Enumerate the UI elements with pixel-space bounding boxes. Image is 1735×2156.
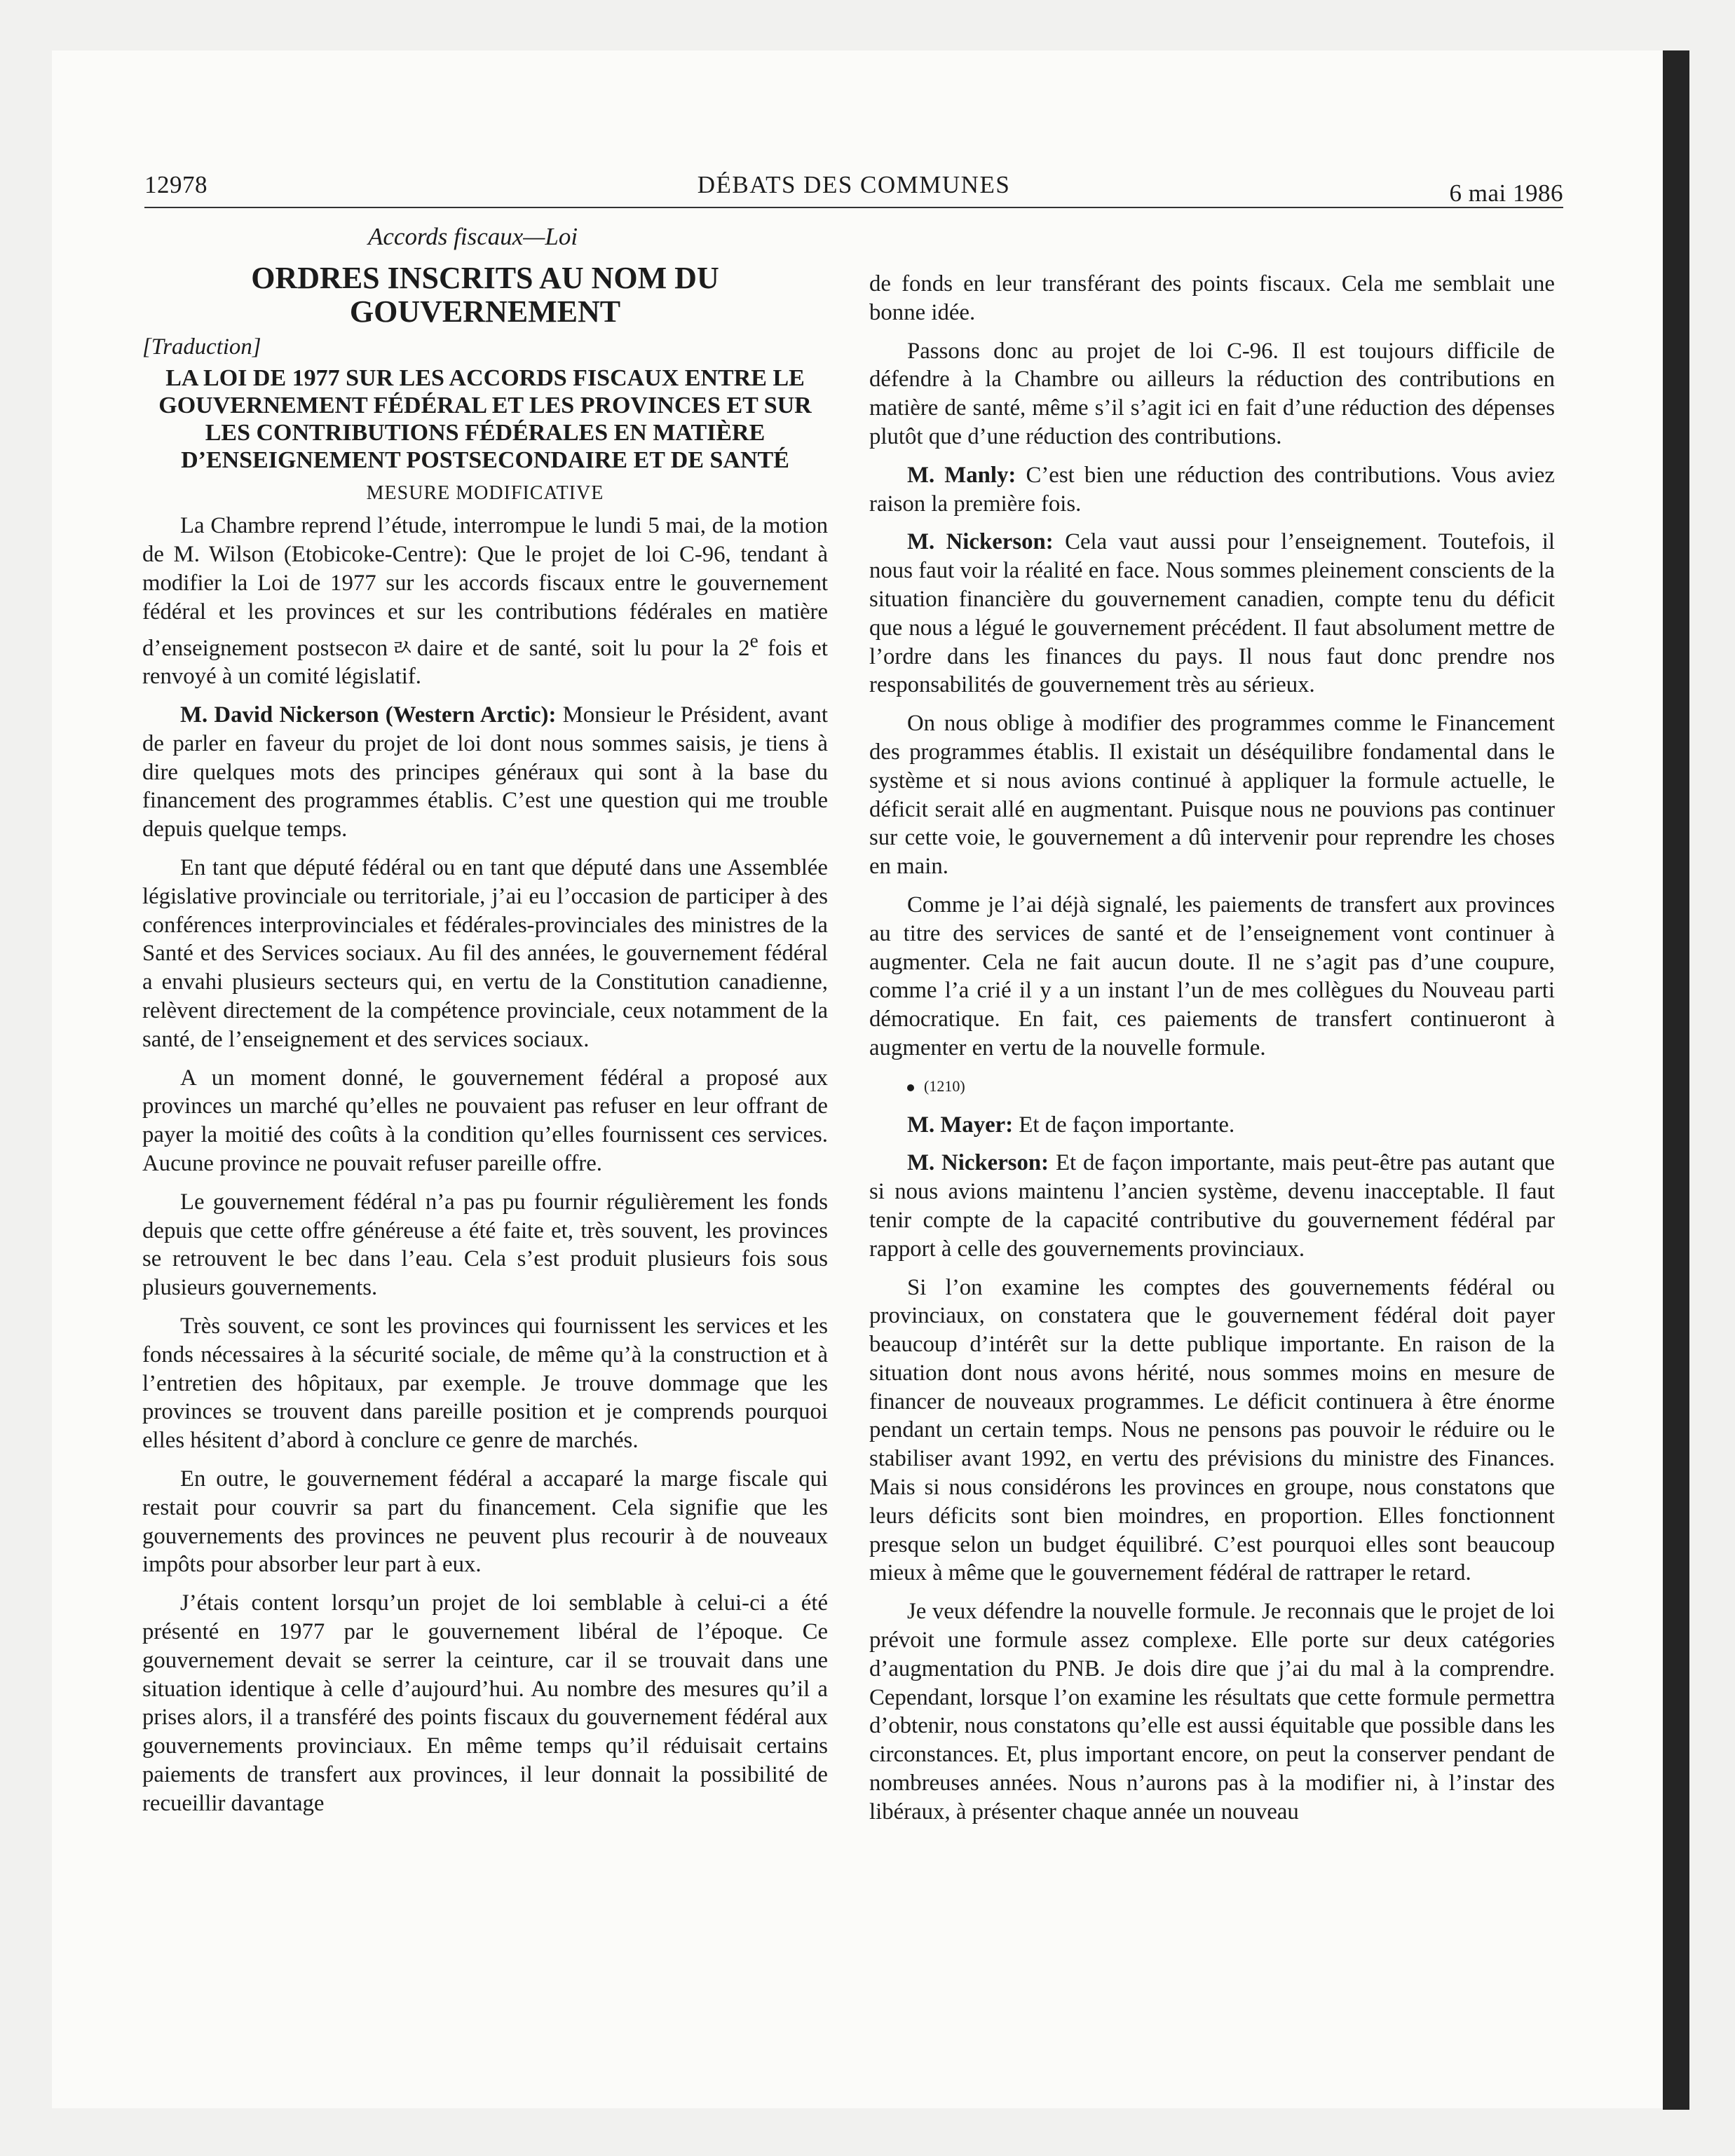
header-rule <box>144 207 1563 208</box>
timestamp: (1210) <box>869 1072 1555 1101</box>
page-number: 12978 <box>144 171 207 198</box>
body-paragraph: Le gouvernement fédéral n’a pas pu fournir régulièrement les fonds depuis que cette offre généreuse a été faite et, très souvent, les provinces se retrouvent le bec dans l’eau. Cela s’est produit plusieurs fois sous plusieurs gouvernements. <box>142 1189 828 1301</box>
body-paragraph: A un moment donné, le gouvernement fédéral a proposé aux provinces un marché qu’elles ne pouvaient pas refuser en leur offrant de payer la moitié des coûts à la condition qu’elles fournissent ces services. Aucune province ne pouvait refuser pareille offre. <box>142 1065 828 1177</box>
speech-paragraph: M. Nickerson: Cela vaut aussi pour l’enseignement. Toutefois, il nous faut voir la réalité en face. Nous sommes pleinement conscients de la situation financière du gouvernement canadien, compte tenu du déficit que nous a légué le gouvernement précédent. Il faut absolument mettre de l’ordre dans les finances du pays. Il nous faut donc prendre nos responsabilités de gouvernement très au sérieux. <box>869 529 1555 698</box>
translation-note: [Traduction] <box>142 334 261 360</box>
body-paragraph: On nous oblige à modifier des programmes comme le Financement des programmes établis. Il existait un déséquilibre fondamental dans le système et si nous avions continué à appliquer la formule actuelle, le déficit serait allé en augmentant. Puisque nous ne pouvions pas continuer sur cette voie, le gouvernement a dû intervenir pour reprendre les choses en main. <box>869 711 1555 880</box>
running-header <box>144 168 1563 210</box>
speech-paragraph: M. Nickerson: Et de façon importante, mais peut-être pas autant que si nous avions maintenu l’ancien système, devenu inacceptable. Il faut tenir compte de la capacité contributive du gouvernement fédéral par rapport à celle des gouvernements provinciaux. <box>869 1150 1555 1262</box>
body-paragraph: Très souvent, ce sont les provinces qui fournissent les services et les fonds nécessaires à la sécurité sociale, de même qu’à la construction et à l’entretien des hôpitaux, par exemple. Je trouve dommage que les provinces se trouvent dans pareille position et je comprends pourquoi elles hésitent d’abord à conclure ce genre de marchés. <box>142 1314 828 1454</box>
bill-title: LA LOI DE 1977 SUR LES ACCORDS FISCAUX ENTRE LE GOUVERNEMENT FÉDÉRAL ET LES PROVINCES ET SUR LES CONTRIBUTIONS FÉDÉRALES EN MATIÈRE D’ENSEIGNEMENT POSTSECONDAIRE ET DE SANTÉ <box>158 364 812 473</box>
body-paragraph: Passons donc au projet de loi C-96. Il est toujours difficile de défendre à la Chambre ou ailleurs la réduction des contributions en matière de santé, même s’il s’agit ici en fait d’une réduction des dépenses plutôt que d’une réduction des contributions. <box>869 338 1555 449</box>
bullet-icon <box>907 1084 914 1091</box>
speaker-name: M. Nickerson: <box>907 1150 1049 1176</box>
motion-paragraph: La Chambre reprend l’étude, interrompue le lundi 5 mai, de la motion de M. Wilson (Etobicoke-Centre): Que le projet de loi C-96, tendant à modifier la Loi de 1977 sur les accords fiscaux entre le gouvernement fédéral et les provinces et sur les contributions fédérales en matière d’enseignement postseconﾭdaire et de santé, soit lu pour la 2e fois et renvoyé à un comité législatif. <box>142 513 829 690</box>
journal-title: DÉBATS DES COMMUNES <box>697 171 1011 198</box>
speech-paragraph: M. Mayer: Et de façon importante. <box>907 1112 1235 1138</box>
subheading: MESURE MODIFICATIVE <box>366 482 604 504</box>
speaker-name: M. Nickerson: <box>907 529 1054 555</box>
body-paragraph: de fonds en leur transférant des points fiscaux. Cela me semblait une bonne idée. <box>869 271 1555 325</box>
speech-paragraph: M. David Nickerson (Western Arctic): Monsieur le Président, avant de parler en faveur du projet de loi dont nous sommes saisis, je tiens à dire quelques mots des principes généraux qui sont à la base du financement des programmes établis. C’est une question qui me trouble depuis quelque temps. <box>142 702 828 842</box>
speaker-name: M. Manly: <box>907 462 1016 488</box>
body-paragraph: J’étais content lorsqu’un projet de loi semblable à celui-ci a été présenté en 1977 par le gouvernement libéral de l’époque. Ce gouvernement devait se serrer la ceinture, car il se trouvait dans une situation identique à celle d’aujourd’hui. Au nombre des mesures qu’il a prises alors, il a transféré des points fiscaux du gouvernement fédéral aux gouvernements provinciaux. En même temps qu’il réduisait certains paiements de transfert aux provinces, il leur donnait la possibilité de recueillir davantage <box>142 1590 828 1816</box>
section-runner: Accords fiscaux—Loi <box>368 223 578 250</box>
body-paragraph: Si l’on examine les comptes des gouvernements fédéral ou provinciaux, on constatera que le gouvernement fédéral doit payer beaucoup d’intérêt sur la dette publique importante. En raison de la situation dont nous avons hérité, nous sommes moins en mesure de financer de nouveaux programmes. Le déficit continuera à être énorme pendant un certain temps. Nous ne pensons pas pouvoir le réduire ou le stabiliser avant 1992, en vertu des prévisions du ministre des Finances. Mais si nous considérons les provinces en groupe, nous constatons que leurs déficits sont bien moindres, en proportion. Elles fonctionnent presque selon un budget équilibré. C’est pourquoi elles sont beaucoup mieux à même que le gouvernement fédéral de rattraper le retard. <box>869 1274 1555 1586</box>
speech-paragraph: M. Manly: C’est bien une réduction des contributions. Vous aviez raison la première fois. <box>869 462 1555 517</box>
right-column <box>869 270 1555 1836</box>
scan-edge <box>1663 50 1689 2110</box>
speaker-name: M. Mayer: <box>907 1112 1014 1138</box>
body-paragraph: En outre, le gouvernement fédéral a accaparé la marge fiscale qui restait pour couvrir sa part du financement. Cela signifie que les gouvernements des provinces ne peuvent plus recourir à de nouveaux impôts pour absorber leur part à eux. <box>142 1466 828 1578</box>
left-column <box>142 223 828 1828</box>
body-paragraph: Je veux défendre la nouvelle formule. Je reconnais que le projet de loi prévoit une formule assez complexe. Elle porte sur deux catégories d’augmentation du PNB. Je dois dire que j’ai du mal à la comprendre. Cependant, lorsque l’on examine les résultats que cette formule permettra d’obtenir, nous constatons qu’elle est aussi équitable que possible dans les circonstances. Et, plus important encore, on peut la conserver pendant de nombreuses années. Nous n’aurons pas à la modifier ni, à l’instar des libéraux, à présenter chaque année un nouveau <box>869 1599 1555 1824</box>
body-paragraph: Comme je l’ai déjà signalé, les paiements de transfert aux provinces au titre des services de santé et de l’enseignement vont continuer à augmenter. Cela ne fait aucun doute. Il ne s’agit pas d’une coupure, comme l’a crié il y a un instant l’un de mes collègues du Nouveau parti démocratique. En fait, ces paiements de transfert continueront à augmenter en vertu de la nouvelle formule. <box>869 892 1555 1060</box>
body-paragraph: En tant que député fédéral ou en tant que député dans une Assemblée législative provinciale ou territoriale, j’ai eu l’occasion de participer à des conférences interprovinciales et fédérales-provinciales des ministres de la Santé et des Services sociaux. Au fil des années, le gouvernement fédéral a envahi plusieurs secteurs qui, en vertu de la Constitution canadienne, relèvent directement de la compétence provinciale, ceux notamment de la santé, de l’enseignement et des services sociaux. <box>142 855 828 1052</box>
order-title: ORDRES INSCRITS AU NOM DU GOUVERNEMENT <box>251 260 719 329</box>
speaker-name: M. David Nickerson (Western Arctic): <box>180 702 557 728</box>
issue-date: 6 mai 1986 <box>1449 179 1563 207</box>
